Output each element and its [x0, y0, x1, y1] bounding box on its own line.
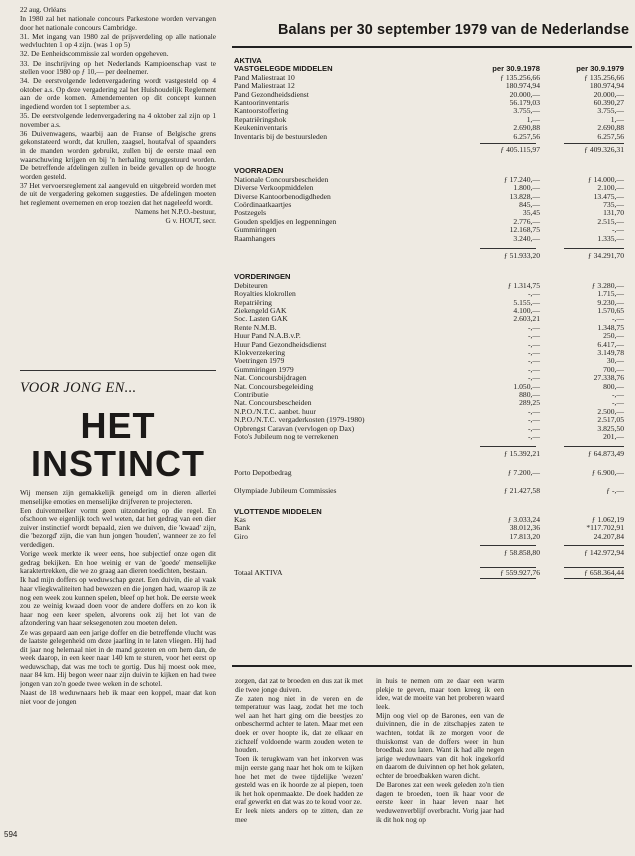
- value-1978: 35,45: [522, 208, 540, 218]
- row-label: Raamhangers: [234, 233, 276, 243]
- article-title-line1: HET: [80, 405, 156, 446]
- balans-row: [234, 290, 630, 298]
- value-1978: ƒ 559.927,76: [500, 567, 540, 577]
- section-total: [234, 450, 630, 458]
- minutes-paragraph: 33. De inschrijving op het Nederlands Kampioenschap vast te stellen voor 1980 op ƒ 10,— per deelnemer.: [20, 58, 216, 77]
- value-1978: -,—: [527, 373, 540, 383]
- article-paragraph: Een duivenmelker vormt geen uitzondering op die regel. En ofschoon we eigenlijk toch wel weten, dat het gedrag van een dier zuiver instinctief wordt bepaald, zien we duiven, die 'kwaad' zijn, die 'bezorgd' zijn, die van hun jongen 'houden', wanneer ze zo fel verdedigen.: [20, 505, 216, 550]
- signature-name: G v. HOUT, secr.: [165, 215, 216, 225]
- value-1978: ƒ 51.933,20: [503, 251, 540, 260]
- value-1978: -,—: [527, 406, 540, 416]
- balans-row: [234, 218, 630, 226]
- article-title-line2: INSTINCT: [31, 443, 205, 484]
- row-label: Nat. Concoursbijdragen: [234, 373, 307, 383]
- value-1979: 3.825,50: [597, 423, 624, 433]
- value-1979: 2.690,88: [597, 123, 624, 133]
- section-divider: [20, 370, 216, 371]
- row-label: Diverse Verkoopmiddelen: [234, 183, 314, 193]
- article-column-left: [20, 489, 216, 834]
- value-1979: 180.974,94: [589, 81, 624, 91]
- value-1979: -,—: [611, 225, 624, 235]
- article-paragraph: zorgen, dat zat te broeden en dus zat ik met die twee jonge duiven.: [235, 677, 363, 694]
- balans-row: [234, 341, 630, 349]
- porto-row: [234, 469, 630, 477]
- page-number: 594: [4, 830, 18, 839]
- value-1979: ƒ 409.326,31: [584, 145, 624, 154]
- minutes-paragraph: 31. Met ingang van 1980 zal de prijsverdeling op alle nationale wedvluchten 1 op 4 zijn. (was 1 op 5): [20, 31, 216, 50]
- row-label: AKTIVA: [234, 56, 262, 65]
- row-label: Coördinaatkaartjes: [234, 200, 292, 209]
- value-1978: -,—: [527, 348, 540, 357]
- value-1978: -,—: [527, 432, 540, 441]
- value-1979: 201,—: [603, 432, 624, 441]
- value-1978: -,—: [527, 356, 540, 366]
- article-paragraph: Ze was gepaard aan een jarige doffer en die betreffende vlucht was de laatste gelegenheid om deze jaarling in te laten vliegen. Hij had dit jaar nog helemaal niet in de mand gezeten en om hem dan, de week daarop, in een keer naar 140 km te sturen, voor het eerst op weduwschap, dat was me toch te gortig. Dus hij moest ook mee, naar 84 km. Hij begon weer naar zijn duivin te kijken en had twee jongen van zo'n goede twee weken in de schotel.: [20, 627, 216, 689]
- sum-rule: [480, 545, 536, 546]
- value-1979: 6.257,56: [597, 131, 624, 141]
- value-1979: ƒ 14.000,—: [587, 174, 624, 184]
- value-1979: 20.000,—: [593, 89, 624, 99]
- balans-row: [234, 433, 630, 441]
- value-1978: 3.240,—: [513, 233, 540, 243]
- value-1978: ƒ 15.392,21: [503, 449, 540, 459]
- article-paragraph: Naast de 18 weduwnaars heb ik maar een koppel, maar dat kon niet voor de jongen: [20, 688, 216, 706]
- value-1979: 13.475,—: [593, 191, 624, 201]
- value-1978: per 30.9.1978: [492, 64, 540, 74]
- row-label: N.P.O./N.T.C. aanbet. huur: [234, 406, 316, 416]
- row-label: Gummiringen 1979: [234, 364, 294, 374]
- balans-bottom-rule: [232, 665, 632, 667]
- value-1979: -,—: [611, 390, 624, 399]
- signature-line: Namens het N.P.O.-bestuur,: [134, 207, 216, 217]
- value-1979: 1.570,65: [597, 306, 624, 315]
- value-1978: 880,—: [519, 390, 540, 399]
- value-1978: 56.179,03: [509, 98, 540, 107]
- value-1979: 3.149,78: [597, 348, 624, 357]
- balans-top-rule: [232, 46, 632, 48]
- row-label: Foto's Jubileum nog te verrekenen: [234, 432, 339, 441]
- value-1978: 20.000,—: [509, 89, 540, 99]
- section-header: [234, 508, 630, 516]
- article-column-right: [376, 677, 504, 847]
- value-1978: -,—: [527, 415, 540, 425]
- row-label: Gouden speldjes en legpenningen: [234, 216, 337, 226]
- row-label: Kantoorinventaris: [234, 98, 289, 107]
- value-1978: 5.155,—: [513, 297, 540, 307]
- row-label: Pand Maliestraat 12: [234, 81, 295, 91]
- row-label: Pand Maliestraat 10: [234, 72, 295, 82]
- row-label: N.P.O./N.T.C. vergaderkosten (1979-1980): [234, 415, 365, 425]
- value-1978: -,—: [527, 423, 540, 433]
- value-1978: 1,—: [526, 114, 540, 124]
- value-1979: ƒ 658.364,44: [584, 567, 624, 577]
- row-label: Nationale Concoursbescheiden: [234, 174, 329, 184]
- value-1979: 1.335,—: [597, 233, 624, 243]
- value-1979: ƒ 34.291,70: [587, 251, 624, 260]
- article-paragraph: De Barones zat een week geleden zo'n tien dagen te broeden, toen ik haar voor de eerste keer in haar leven naar het weduwenverblijf overbracht. Vorig jaar had ik dit hok nog op: [376, 780, 504, 824]
- value-1979: ƒ 6.900,—: [591, 467, 624, 477]
- article-kicker: VOOR JONG EN...: [20, 380, 137, 396]
- row-label: VLOTTENDE MIDDELEN: [234, 506, 322, 516]
- sum-rule: [480, 578, 536, 579]
- minutes-paragraph: 22 aug. Orléans: [20, 6, 66, 14]
- value-1978: 4.100,—: [513, 306, 540, 315]
- row-label: Inventaris bij de bestuursleden: [234, 131, 327, 141]
- row-label: Gummiringen: [234, 225, 277, 235]
- value-1979: 9.230,—: [597, 297, 624, 307]
- row-label: Kas: [234, 515, 246, 524]
- balans-row: [234, 533, 630, 541]
- sum-rule: [480, 248, 536, 249]
- value-1979: per 30.9.1979: [576, 64, 624, 74]
- row-label: VOORRADEN: [234, 166, 284, 176]
- row-label: Pand Gezondheidsdienst: [234, 89, 309, 99]
- sum-rule: [564, 143, 624, 144]
- sum-rule: [564, 545, 624, 546]
- balans-title: Balans per 30 september 1979 van de Nederlandse: [278, 22, 630, 38]
- value-1978: -,—: [527, 289, 540, 299]
- row-label: VORDERINGEN: [234, 272, 291, 282]
- value-1979: 27.338,76: [593, 373, 624, 383]
- row-label: Bank: [234, 523, 251, 533]
- value-1978: ƒ 405.115,97: [500, 145, 540, 154]
- row-label: Nat. Concoursbescheiden: [234, 398, 312, 408]
- article-column-middle: [235, 677, 363, 847]
- value-1979: 700,—: [603, 364, 624, 374]
- value-1978: ƒ 3.033,24: [507, 515, 540, 524]
- row-label: Giro: [234, 531, 248, 541]
- article-paragraph: Er leek niets anders op te zitten, dan ze mee: [235, 806, 363, 824]
- balans-row: [234, 349, 630, 357]
- value-1978: 17.813,20: [509, 531, 540, 541]
- value-1979: *117.702,91: [586, 523, 624, 533]
- row-label: Repatriëringshok: [234, 114, 287, 124]
- row-label: Soc. Lasten GAK: [234, 314, 288, 324]
- olympiade-row: [234, 487, 630, 495]
- value-1979: 6.417,—: [597, 339, 624, 349]
- value-1978: 2.690,88: [513, 123, 540, 133]
- row-label: Repatriëring: [234, 297, 272, 307]
- value-1979: 3.755,—: [597, 106, 624, 116]
- value-1979: 2.515,—: [597, 216, 624, 226]
- minutes-paragraph: 36 Duivenwagens, waarbij aan de Franse of Belgische grens gekonstateerd wordt, dat krullen, zaagsel, houtafval of spaanders in de manden worden gebruikt, zullen bij de eerste maal een waarschuwing krijgen en bij 'n herhaling teruggestuurd worden. De betreffende afdelingen zullen in beide gevallen op de hoogte worden gesteld.: [20, 128, 216, 181]
- value-1978: ƒ 17.240,—: [503, 174, 540, 184]
- row-label: Contributie: [234, 390, 269, 399]
- balans-row: [234, 235, 630, 243]
- article-paragraph: Mijn oog viel op de Barones, een van de duivinnen, die in de zitschapjes zaten te wachten, totdat ik ze morgen voor de thuiskomst van de doffers weer in hun broedbak zou laten. Want ik had alle negen jarige weduwnaars van dit hok ingekorfd en daarom de duivinnen op het hok gelaten, echter de broedbakken waren dicht.: [376, 710, 504, 781]
- row-label: Diverse Kantoorbenodigdheden: [234, 191, 331, 201]
- row-label: Totaal AKTIVA: [234, 567, 283, 577]
- value-1979: 1.715,—: [597, 289, 624, 299]
- value-1978: -,—: [527, 322, 540, 332]
- row-label: Kantoorstoffering: [234, 106, 289, 116]
- value-1978: 6.257,56: [513, 131, 540, 141]
- minutes-paragraph: 32. De Eenheidscommissie zal worden opgeheven.: [20, 49, 169, 59]
- balans-row: [234, 315, 630, 323]
- balans-row: [234, 201, 630, 209]
- row-label: Rente N.M.B.: [234, 322, 277, 332]
- section-header: [234, 273, 630, 281]
- sum-rule: [480, 446, 536, 447]
- sum-rule: [564, 578, 624, 579]
- value-1979: -,—: [611, 398, 624, 408]
- value-1978: -,—: [527, 364, 540, 374]
- row-label: Voetringen 1979: [234, 356, 285, 366]
- balans-row: [234, 91, 630, 99]
- row-label: Debiteuren: [234, 280, 268, 290]
- value-1978: 845,—: [519, 200, 540, 209]
- value-1979: 24.207,84: [593, 531, 624, 541]
- row-label: Huur Pand Gezondheidsdienst: [234, 339, 327, 349]
- article-paragraph: Wij mensen zijn gemakkelijk geneigd om in dieren allerlei menselijke emoties en menselijke drijfveren te projecteren.: [20, 489, 216, 506]
- row-label: Keukeninventaris: [234, 123, 288, 133]
- value-1978: ƒ 7.200,—: [507, 467, 540, 477]
- value-1979: 735,—: [603, 200, 624, 209]
- balans-row: [234, 516, 630, 524]
- balans-row: [234, 133, 630, 141]
- value-1979: -,—: [611, 314, 624, 324]
- value-1979: ƒ 64.873,49: [587, 449, 624, 459]
- minutes-paragraph: In 1980 zal het nationale concours Parkestone worden vervangen door het nationale concours Cambridge.: [20, 14, 216, 32]
- value-1979: 1,—: [610, 114, 624, 124]
- article-paragraph: Ik had mijn doffers op weduwschap gezet. Een duivin, die al vaak haar vliegkwaliteiten had bewezen en die jongen had, waarop ik ze nog een week zou kunnen spelen, bleef op het hok. De eerste week zou ze weinig kwaad doen voor de andere doffers en zo kon ik haar nog een keer spelen, alvorens ook zij het lot van de afzondering van haar seksegenoten zou moeten delen.: [20, 575, 216, 628]
- balans-row: [234, 107, 630, 115]
- value-1978: ƒ 21.427,58: [503, 486, 540, 496]
- value-1978: ƒ 58.858,80: [503, 548, 540, 558]
- row-label: Nat. Concoursbegeleiding: [234, 381, 314, 391]
- value-1979: ƒ 1.062,19: [591, 515, 624, 524]
- sum-rule: [480, 143, 536, 144]
- balans-row: [234, 299, 630, 307]
- balans-row: [234, 524, 630, 532]
- balans-row: [234, 383, 630, 391]
- row-label: Ziekengeld GAK: [234, 306, 287, 315]
- row-label: Huur Pand N.A.B.v.P.: [234, 331, 301, 341]
- section-total: [234, 549, 630, 557]
- value-1978: 38.012,36: [509, 523, 540, 533]
- value-1978: 2.776,—: [513, 216, 540, 226]
- value-1978: 1.050,—: [513, 381, 540, 391]
- minutes-paragraph: 35. De eerstvolgende ledenvergadering na 4 oktober zal zijn op 1 november a.s.: [20, 111, 216, 129]
- section-total: [234, 146, 630, 154]
- section-total: [234, 252, 630, 260]
- value-1978: 1.800,—: [513, 183, 540, 193]
- article-paragraph: Toen ik terugkwam van het inkorven was mijn eerste gang naar het hok om te kijken hoe het met de twee tijdelijke 'wezen' gesteld was en ik hoorde ze al piepen, toen ik het hok openmaakte. De doek hadden ze eraf gewerkt en dat was zo te koud voor ze.: [235, 754, 363, 807]
- value-1979: 1.348,75: [597, 322, 624, 332]
- value-1978: 180.974,94: [505, 81, 540, 91]
- value-1978: 13.828,—: [509, 191, 540, 201]
- value-1979: 2.100,—: [597, 183, 624, 193]
- totaal-aktiva-row: [234, 569, 630, 577]
- value-1979: 2.500,—: [597, 406, 624, 416]
- article-paragraph: in huis te nemen om ze daar een warm plekje te geven, maar toen kreeg ik een idee, wat de moeite van het proberen waard leek.: [376, 677, 504, 711]
- value-1979: 2.517,05: [597, 415, 624, 425]
- row-label: Postzegels: [234, 208, 267, 218]
- value-1979: 60.390,27: [593, 98, 624, 107]
- balans-row: [234, 226, 630, 234]
- row-label: Klokverzekering: [234, 348, 286, 357]
- value-1979: ƒ 135.256,66: [584, 72, 624, 82]
- sum-rule: [564, 248, 624, 249]
- value-1979: ƒ -,—: [606, 486, 624, 496]
- value-1979: 800,—: [603, 381, 624, 391]
- minutes-paragraph: 34. De eerstvolgende ledenvergadering wordt vastgesteld op 4 oktober a.s. Op deze vergadering zal het Huishoudelijk Reglement aan de orde komen. Amendementen op dit concept kunnen ingediend worden tot 1 september a.s.: [20, 76, 216, 112]
- value-1978: 2.603,21: [513, 314, 540, 324]
- value-1978: 12.168,75: [509, 225, 540, 235]
- value-1979: ƒ 142.972,94: [584, 548, 624, 558]
- balans-row: [234, 116, 630, 124]
- value-1978: 3.755,—: [513, 106, 540, 116]
- balans-row: [234, 99, 630, 107]
- value-1979: 131,70: [603, 208, 624, 218]
- row-label: VASTGELEGDE MIDDELEN: [234, 64, 333, 74]
- sum-rule: [564, 446, 624, 447]
- minutes-paragraph: 37 Het vervoersreglement zal aangevuld en uitgebreid worden met de uit de vergadering gekomen suggesties. De afdelingen moeten het reglement overnemen en erop toezien dat het nageleefd wordt.: [20, 180, 216, 208]
- value-1979: 250,—: [603, 331, 624, 341]
- article-paragraph: Ze zaten nog niet in de veren en de temperatuur was laag, zodat het me toch wel aan het hart ging om die beestjes zo onbeschermd achter te laten. Maar met een doek er over hoopte ik, dat ze elkaar en zichzelf voldoende warm zouden weten te houden.: [235, 693, 363, 755]
- row-label: Olympiade Jubileum Commissies: [234, 486, 337, 496]
- value-1978: 289,25: [519, 398, 540, 408]
- row-label: Royalties klokrollen: [234, 289, 296, 299]
- value-1978: -,—: [527, 331, 540, 341]
- balans-row: [234, 193, 630, 201]
- value-1979: ƒ 3.280,—: [591, 280, 624, 290]
- row-label: Opbrengst Caravan (vervlogen op Dax): [234, 423, 355, 433]
- value-1979: 30,—: [606, 356, 624, 366]
- value-1978: ƒ 1.314,75: [507, 280, 540, 290]
- row-label: Porto Depotbedrag: [234, 467, 292, 477]
- value-1978: -,—: [527, 339, 540, 349]
- article-paragraph: Vorige week merkte ik weer eens, hoe subjectief onze ogen dit gedrag bekijken. En hoe weinig er van de 'goede' menselijke karaktertrekken, die we zo graag aan dieren toedichten, bestaan.: [20, 549, 216, 576]
- value-1978: ƒ 135.256,66: [500, 72, 540, 82]
- balans-row: [234, 307, 630, 315]
